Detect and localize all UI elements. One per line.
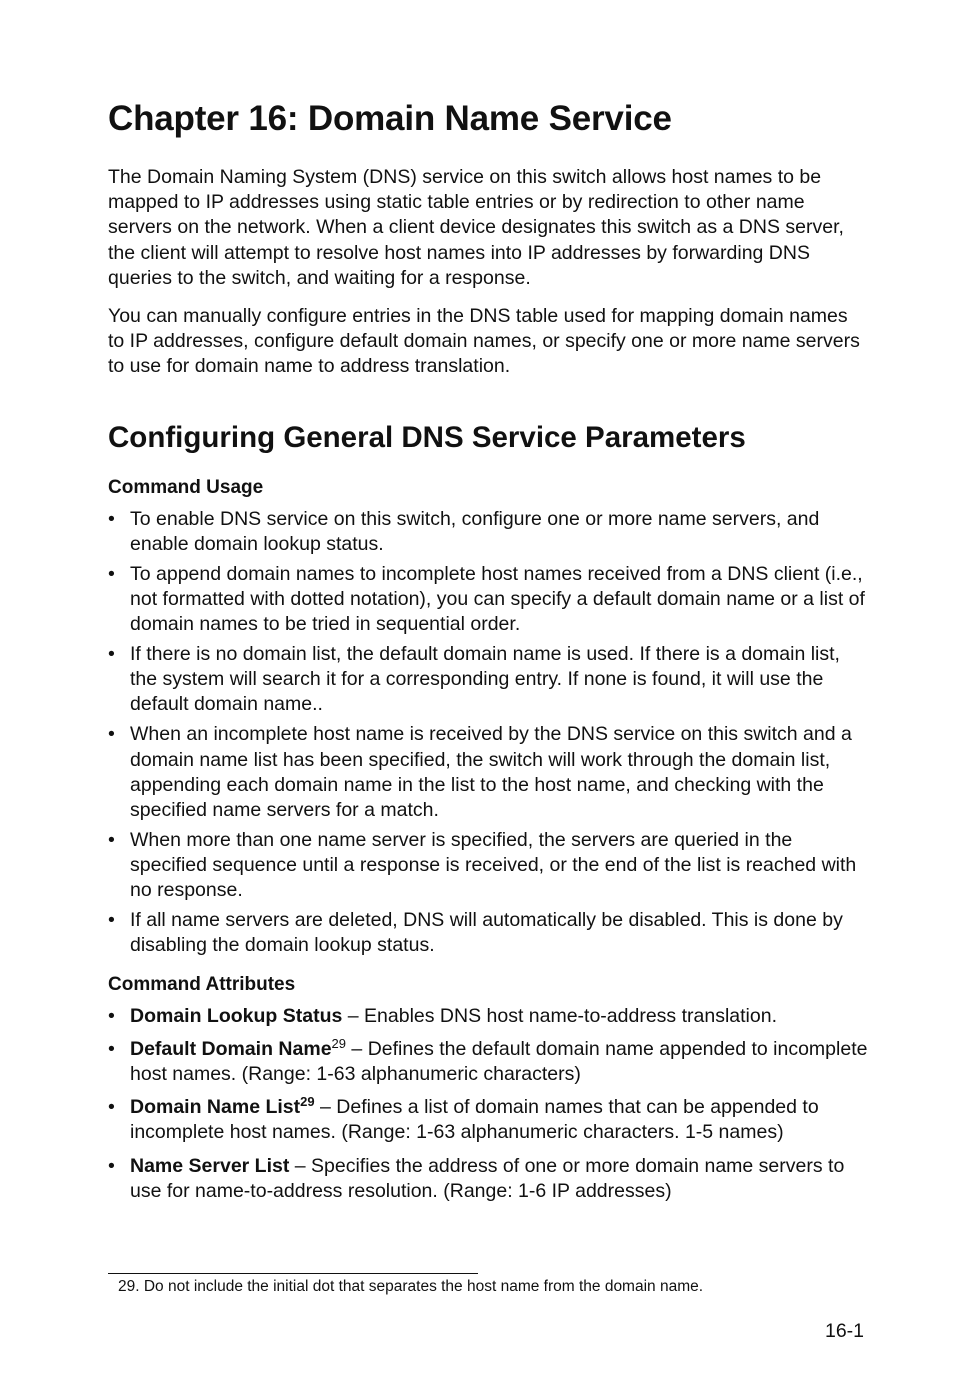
bullet-icon: • — [108, 643, 115, 666]
attribute-item — [108, 1004, 868, 1029]
list-item — [108, 908, 868, 958]
attribute-item — [108, 1037, 868, 1087]
bullet-icon: • — [108, 562, 115, 585]
attribute-term: Domain Lookup Status — [130, 1004, 343, 1027]
bullet-icon: • — [108, 507, 115, 530]
bullet-icon: • — [108, 909, 115, 932]
footnote-ref: 29 — [331, 1035, 347, 1051]
bullet-icon: • — [108, 1096, 115, 1119]
bullet-icon: • — [108, 828, 115, 851]
command-usage-list — [108, 507, 868, 959]
list-item-text: When an incomplete host name is received by the DNS service on this switch and a domain name list has been specified, the switch will work through the domain list, appending each domain name in the list to the host name, and checking with the specified name servers for a match. — [130, 723, 852, 821]
intro-paragraph-1: The Domain Naming System (DNS) service on this switch allows host names to be mapped to IP addresses using static table entries or by redirection to other name servers on the network. When a client device designates this switch as a DNS server, the client will attempt to resolve host names into IP addresses by forwarding DNS queries to the switch, and waiting for a response. — [108, 166, 844, 289]
footnote-ref: 29 — [300, 1094, 315, 1110]
bullet-icon: • — [108, 1037, 115, 1060]
page-number: 16-1 — [824, 1320, 864, 1342]
bullet-icon: • — [108, 1004, 115, 1027]
chapter-title: Chapter 16: Domain Name Service — [108, 99, 672, 138]
footnote-divider — [108, 1273, 478, 1274]
list-item-text: If all name servers are deleted, DNS will automatically be disabled. This is done by disabling the domain lookup status. — [130, 909, 843, 957]
command-attributes-list — [108, 1004, 868, 1204]
attribute-desc: – Defines the default domain name appended to incomplete host names. (Range: 1-63 alphanumeric characters) — [130, 1037, 868, 1085]
list-item — [108, 642, 868, 718]
list-item — [108, 722, 868, 823]
attribute-desc: – Enables DNS host name-to-address translation. — [342, 1004, 777, 1027]
list-item-text: To enable DNS service on this switch, configure one or more name servers, and enable domain lookup status. — [130, 507, 820, 555]
attribute-term: Name Server List — [130, 1154, 290, 1177]
attribute-desc: – Specifies the address of one or more domain name servers to use for name-to-address resolution. (Range: 1-6 IP addresses) — [130, 1154, 845, 1202]
command-usage-heading: Command Usage — [108, 476, 264, 498]
page-content — [108, 92, 868, 1212]
list-item — [108, 507, 868, 557]
list-item — [108, 562, 868, 638]
attribute-item — [108, 1154, 868, 1204]
list-item-text: If there is no domain list, the default domain name is used. If there is a domain list, the system will search it for a corresponding entry. If none is found, it will use the default domain name.. — [130, 643, 840, 716]
footnote: 29. Do not include the initial dot that separates the host name from the domain name. — [118, 1278, 704, 1295]
list-item-text: To append domain names to incomplete host names received from a DNS client (i.e., not formatted with dotted notation), you can specify a default domain name or a list of domain names to be tried in sequential order. — [130, 562, 865, 636]
section-title: Configuring General DNS Service Parameters — [108, 420, 746, 454]
intro-paragraph-2: You can manually configure entries in the DNS table used for mapping domain names to IP addresses, configure default domain names, or specify one or more name servers to use for domain name to address translation. — [108, 305, 860, 378]
attribute-term: Default Domain Name — [130, 1037, 332, 1060]
list-item — [108, 828, 868, 904]
command-attributes-heading: Command Attributes — [108, 973, 296, 995]
attribute-term: Domain Name List — [130, 1096, 301, 1119]
list-item-text: When more than one name server is specified, the servers are queried in the specified sequence until a response is received, or the end of the list is reached with no response. — [130, 828, 857, 902]
attribute-item — [108, 1095, 868, 1145]
bullet-icon: • — [108, 1154, 115, 1177]
attribute-desc: – Defines a list of domain names that can be appended to incomplete host names. (Range: 1-63 alphanumeric characters. 1-5 names) — [130, 1096, 819, 1144]
bullet-icon: • — [108, 723, 115, 746]
